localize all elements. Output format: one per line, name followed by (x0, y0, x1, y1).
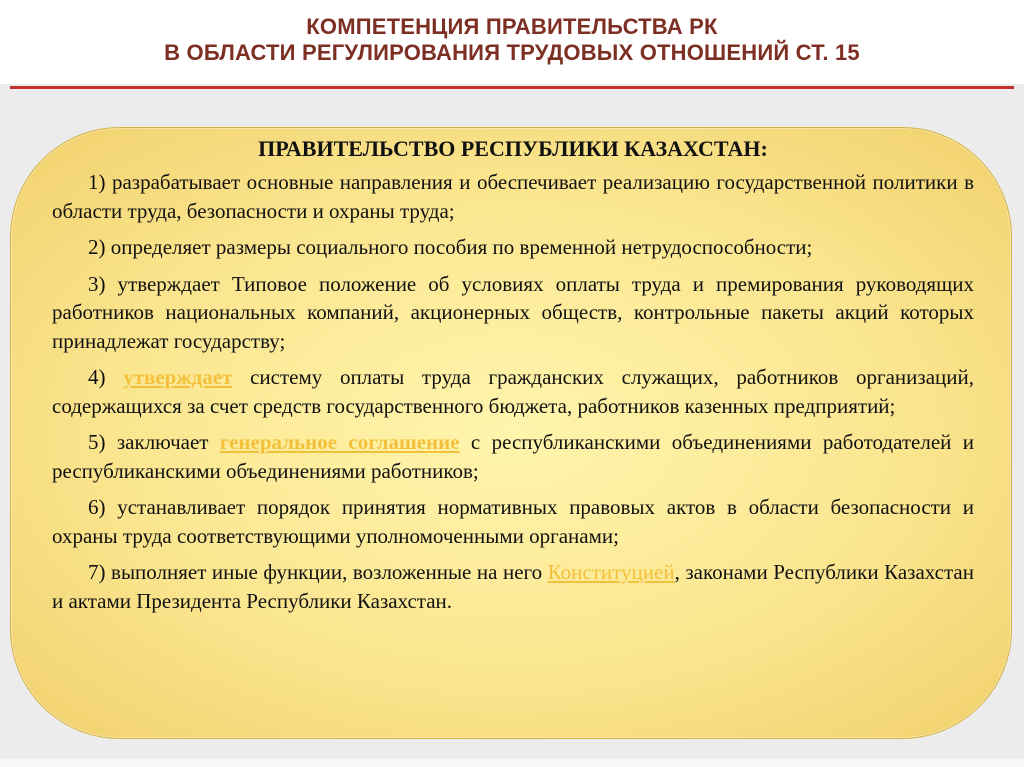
list-item-1 (52, 168, 974, 225)
list-item-text: , законами Республики Казахстан и актами Президента Республики Казахстан. (52, 560, 974, 613)
list-item-2 (52, 233, 974, 262)
list-item-7 (52, 558, 974, 615)
link-utverzhdaet[interactable]: утверждает (123, 365, 233, 389)
list-item-text: 2) определяет размеры социального пособия по временной нетрудоспособности; (88, 235, 813, 259)
list-item-text: 5) заключает (88, 430, 220, 454)
list-item-text: 7) выполняет иные функции, возложенные на него (88, 560, 548, 584)
list-item-6 (52, 493, 974, 550)
content-text (52, 134, 974, 615)
page-title (0, 14, 1024, 66)
list-item-text: 4) (88, 365, 124, 389)
title-divider (10, 86, 1014, 89)
list-item-text: 3) утверждает Типовое положение об условиях оплаты труда и премирования руководящих работников национальных компаний, акционерных обществ, контрольные пакеты акций которых принадлежат государству; (52, 271, 974, 353)
list-item-4 (52, 363, 974, 420)
list-item-text: 1) разрабатывает основные направления и обеспечивает реализацию государственной политики в области труда, безопасности и охраны труда; (52, 170, 974, 223)
list-item-text: систему оплаты труда гражданских служащих, работников организаций, содержащихся за счет средств государственного бюджета, работников казенных предприятий; (52, 365, 974, 418)
list-item-text: с республиканскими объединениями работодателей и республиканскими объединениями работников; (52, 430, 974, 483)
list-item-5 (52, 428, 974, 485)
header (0, 0, 1024, 84)
link-generalnoe-soglashenie[interactable]: генеральное соглашение (219, 430, 460, 454)
title-line-2: В ОБЛАСТИ РЕГУЛИРОВАНИЯ ТРУДОВЫХ ОТНОШЕНИЙ СТ. 15 (164, 40, 860, 65)
link-konstitutsiya[interactable]: Конституцией (547, 560, 675, 584)
bottom-strip (0, 759, 1024, 767)
title-line-1: КОМПЕТЕНЦИЯ ПРАВИТЕЛЬСТВА РК (306, 14, 718, 39)
list-item-text: 6) устанавливает порядок принятия нормативных правовых актов в области безопасности и охраны труда соответствующими уполномоченными органами; (52, 495, 974, 548)
content-heading: ПРАВИТЕЛЬСТВО РЕСПУБЛИКИ КАЗАХСТАН: (258, 136, 768, 161)
list-item-3 (52, 270, 974, 356)
